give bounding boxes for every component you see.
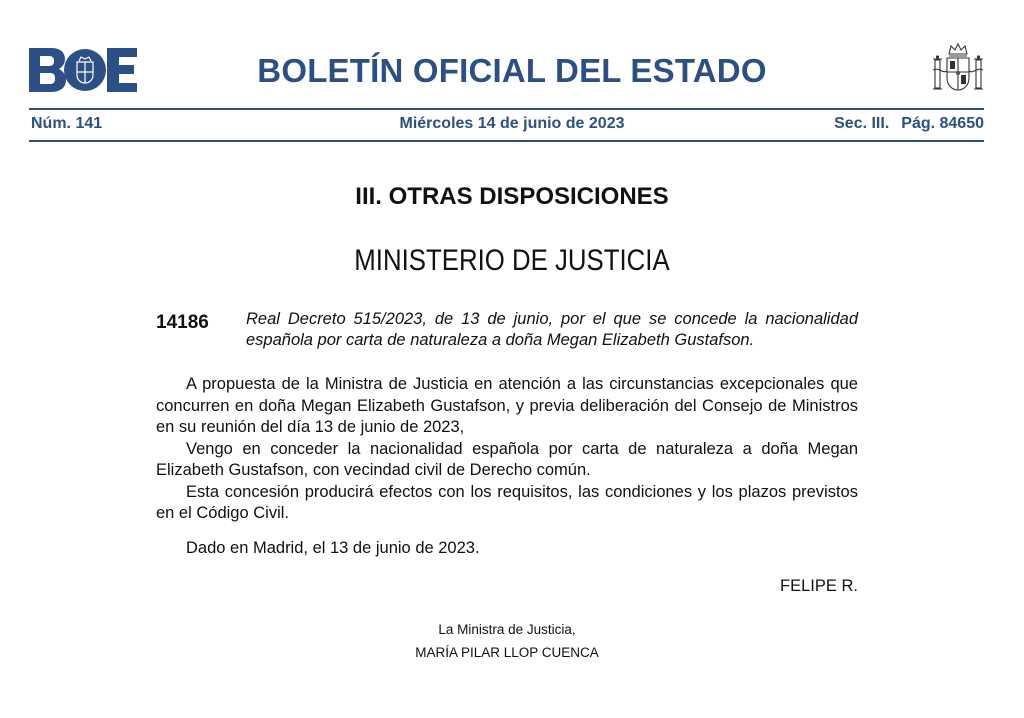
- date-place-line: Dado en Madrid, el 13 de junio de 2023.: [186, 539, 480, 557]
- body-paragraph: Vengo en conceder la nacionalidad española por carta de naturaleza a doña Megan Elizabeth Gustafson, con vecindad civil de Derecho común.: [156, 439, 858, 479]
- header-rule-bottom: [29, 140, 984, 142]
- section-page-info: [834, 115, 984, 133]
- header-rule-top: [29, 108, 984, 110]
- document-number: 14186: [156, 312, 209, 333]
- coat-of-arms-icon: [930, 40, 986, 98]
- issue-date: Miércoles 14 de junio de 2023: [399, 115, 625, 132]
- decree-summary: Real Decreto 515/2023, de 13 de junio, por el que se concede la nacionalidad española por carta de naturaleza a doña Megan Elizabeth Gustafson.: [246, 310, 858, 349]
- body-paragraph: A propuesta de la Ministra de Justicia en atención a las circunstancias excepcionales que concurren en doña Megan Elizabeth Gustafson, y previa deliberación del Consejo de Ministros en su reunión del día 13 de junio de 2023,: [156, 375, 858, 436]
- section-title: III. OTRAS DISPOSICIONES: [355, 183, 669, 210]
- page-label: Pág. 84650: [901, 115, 984, 132]
- decree-body: [156, 374, 858, 525]
- section-label: Sec. III.: [834, 115, 890, 132]
- bulletin-title: BOLETÍN OFICIAL DEL ESTADO: [257, 52, 767, 89]
- minister-role: La Ministra de Justicia,: [438, 622, 576, 637]
- ministry-title: MINISTERIO DE JUSTICIA: [354, 244, 670, 277]
- body-paragraph: Esta concesión producirá efectos con los requisitos, las condiciones y los plazos previstos en el Código Civil.: [156, 482, 858, 522]
- king-signature: FELIPE R.: [780, 577, 858, 595]
- issue-number: Núm. 141: [31, 115, 103, 132]
- minister-name: MARÍA PILAR LLOP CUENCA: [415, 645, 599, 660]
